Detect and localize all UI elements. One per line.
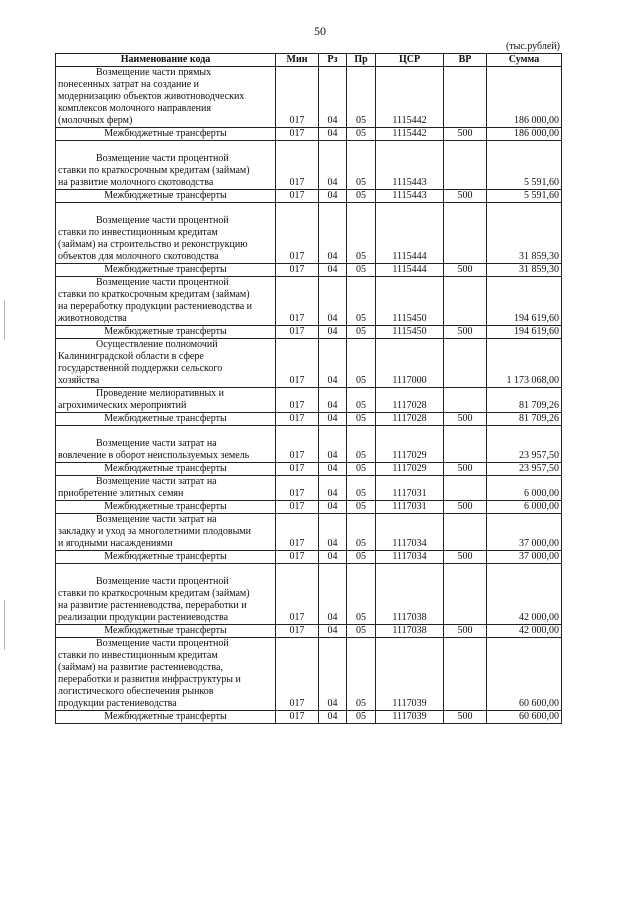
- column-header-rz: Рз: [319, 54, 347, 67]
- budget-table: [55, 53, 562, 724]
- table-row: [56, 67, 562, 128]
- name-line: (займам) на развитие растениеводства,: [58, 662, 223, 673]
- cell-name: [56, 203, 276, 264]
- cell-rz: 04: [319, 501, 347, 514]
- cell-pr: 05: [347, 277, 376, 326]
- table-row-transfer: [56, 326, 562, 339]
- cell-sum: 60 600,00: [487, 711, 562, 724]
- cell-rz: 04: [319, 277, 347, 326]
- cell-csr: 1117031: [376, 476, 444, 501]
- cell-vr: 500: [444, 264, 487, 277]
- name-line: [58, 564, 273, 576]
- cell-vr: [444, 277, 487, 326]
- cell-pr: 05: [347, 426, 376, 463]
- table-row-transfer: [56, 413, 562, 426]
- name-line: Межбюджетные трансферты: [104, 625, 227, 636]
- cell-rz: 04: [319, 190, 347, 203]
- name-line: Межбюджетные трансферты: [104, 190, 227, 201]
- cell-min: 017: [276, 514, 319, 551]
- cell-sum: 6 000,00: [487, 476, 562, 501]
- cell-sum: 5 591,60: [487, 190, 562, 203]
- cell-csr: 1115442: [376, 67, 444, 128]
- cell-min: 017: [276, 426, 319, 463]
- cell-name: [56, 501, 276, 514]
- name-line: Межбюджетные трансферты: [104, 326, 227, 337]
- binding-mark: [4, 600, 5, 650]
- cell-csr: 1117000: [376, 339, 444, 388]
- cell-pr: 05: [347, 413, 376, 426]
- cell-vr: 500: [444, 625, 487, 638]
- cell-min: 017: [276, 339, 319, 388]
- cell-rz: 04: [319, 264, 347, 277]
- name-line: животноводства: [58, 313, 127, 324]
- cell-pr: 05: [347, 551, 376, 564]
- cell-min: 017: [276, 264, 319, 277]
- name-line: Межбюджетные трансферты: [104, 551, 227, 562]
- name-line: объектов для молочного скотоводства: [58, 251, 219, 262]
- cell-csr: 1115443: [376, 141, 444, 190]
- table-row: [56, 339, 562, 388]
- cell-vr: 500: [444, 551, 487, 564]
- cell-name: [56, 638, 276, 711]
- cell-sum: 194 619,60: [487, 326, 562, 339]
- cell-vr: [444, 203, 487, 264]
- cell-csr: 1117038: [376, 625, 444, 638]
- cell-csr: 1115450: [376, 326, 444, 339]
- cell-vr: 500: [444, 326, 487, 339]
- cell-csr: 1117038: [376, 564, 444, 625]
- cell-pr: 05: [347, 463, 376, 476]
- cell-min: 017: [276, 326, 319, 339]
- column-header-vr: ВР: [444, 54, 487, 67]
- cell-csr: 1117029: [376, 463, 444, 476]
- cell-rz: 04: [319, 128, 347, 141]
- cell-rz: 04: [319, 426, 347, 463]
- cell-sum: 1 173 068,00: [487, 339, 562, 388]
- cell-sum: 194 619,60: [487, 277, 562, 326]
- name-line: понесенных затрат на создание и: [58, 79, 200, 90]
- name-line: Проведение мелиоративных и: [96, 388, 225, 399]
- cell-csr: 1115450: [376, 277, 444, 326]
- table-body: [56, 67, 562, 724]
- cell-rz: 04: [319, 203, 347, 264]
- cell-rz: 04: [319, 339, 347, 388]
- table-row-transfer: [56, 711, 562, 724]
- name-line: Возмещение части процентной: [96, 277, 229, 288]
- column-header-min: Мин: [276, 54, 319, 67]
- cell-name: [56, 67, 276, 128]
- name-line: логистического обеспечения рынков: [58, 686, 214, 697]
- cell-vr: 500: [444, 501, 487, 514]
- cell-pr: 05: [347, 625, 376, 638]
- cell-rz: 04: [319, 711, 347, 724]
- name-line: модернизацию объектов животноводческих: [58, 91, 245, 102]
- cell-pr: 05: [347, 326, 376, 339]
- name-line: комплексов молочного направления: [58, 103, 211, 114]
- cell-vr: [444, 514, 487, 551]
- column-header-pr: Пр: [347, 54, 376, 67]
- name-line: Возмещение части затрат на: [96, 438, 217, 449]
- cell-csr: 1115444: [376, 203, 444, 264]
- cell-vr: [444, 564, 487, 625]
- name-line: Осуществление полномочий: [96, 339, 218, 350]
- page-number: 50: [314, 24, 326, 38]
- cell-rz: 04: [319, 388, 347, 413]
- cell-pr: 05: [347, 190, 376, 203]
- cell-vr: 500: [444, 128, 487, 141]
- table-row-transfer: [56, 463, 562, 476]
- cell-rz: 04: [319, 564, 347, 625]
- cell-csr: 1117039: [376, 711, 444, 724]
- cell-min: 017: [276, 413, 319, 426]
- cell-csr: 1115444: [376, 264, 444, 277]
- cell-name: [56, 264, 276, 277]
- name-line: Межбюджетные трансферты: [104, 711, 227, 722]
- cell-sum: 37 000,00: [487, 514, 562, 551]
- cell-pr: 05: [347, 339, 376, 388]
- cell-sum: 31 859,30: [487, 203, 562, 264]
- cell-csr: 1115442: [376, 128, 444, 141]
- column-header-csr: ЦСР: [376, 54, 444, 67]
- cell-min: 017: [276, 277, 319, 326]
- name-line: на развитие растениеводства, переработки и: [58, 600, 247, 611]
- cell-sum: 37 000,00: [487, 551, 562, 564]
- cell-rz: 04: [319, 551, 347, 564]
- cell-vr: [444, 638, 487, 711]
- cell-min: 017: [276, 67, 319, 128]
- name-line: и ягодными насаждениями: [58, 538, 173, 549]
- name-line: ставки по краткосрочным кредитам (займам): [58, 165, 250, 176]
- unit-note: (тыс.рублей): [505, 41, 560, 52]
- cell-vr: [444, 339, 487, 388]
- table-row: [56, 141, 562, 190]
- cell-vr: 500: [444, 711, 487, 724]
- cell-name: [56, 551, 276, 564]
- cell-pr: 05: [347, 141, 376, 190]
- cell-sum: 31 859,30: [487, 264, 562, 277]
- name-line: на переработку продукции растениеводства и: [58, 301, 253, 312]
- table-row: [56, 638, 562, 711]
- cell-min: 017: [276, 625, 319, 638]
- cell-pr: 05: [347, 203, 376, 264]
- cell-vr: [444, 141, 487, 190]
- cell-pr: 05: [347, 476, 376, 501]
- cell-rz: 04: [319, 463, 347, 476]
- name-line: государственной поддержки сельского: [58, 363, 223, 374]
- table-row: [56, 426, 562, 463]
- name-line: Возмещение части процентной: [96, 215, 229, 226]
- column-header-name: Наименование кода: [56, 54, 276, 67]
- binding-mark: [4, 300, 5, 340]
- cell-sum: 23 957,50: [487, 426, 562, 463]
- name-line: закладку и уход за многолетними плодовыми: [58, 526, 251, 537]
- name-line: агрохимических мероприятий: [58, 400, 187, 411]
- table-row-transfer: [56, 128, 562, 141]
- cell-min: 017: [276, 501, 319, 514]
- table-row: [56, 514, 562, 551]
- cell-min: 017: [276, 564, 319, 625]
- name-line: Возмещение части процентной: [96, 576, 229, 587]
- cell-name: [56, 326, 276, 339]
- cell-name: [56, 463, 276, 476]
- cell-vr: 500: [444, 190, 487, 203]
- cell-rz: 04: [319, 476, 347, 501]
- cell-csr: 1117039: [376, 638, 444, 711]
- table-row: [56, 277, 562, 326]
- cell-csr: 1117028: [376, 388, 444, 413]
- name-line: вовлечение в оборот неиспользуемых земель: [58, 450, 250, 461]
- cell-vr: [444, 476, 487, 501]
- cell-min: 017: [276, 128, 319, 141]
- name-line: хозяйства: [58, 375, 100, 386]
- cell-sum: 42 000,00: [487, 564, 562, 625]
- cell-vr: 500: [444, 413, 487, 426]
- cell-pr: 05: [347, 711, 376, 724]
- cell-name: [56, 625, 276, 638]
- cell-min: 017: [276, 190, 319, 203]
- table-header-row: [56, 54, 562, 67]
- table-row-transfer: [56, 264, 562, 277]
- cell-rz: 04: [319, 413, 347, 426]
- cell-sum: 5 591,60: [487, 141, 562, 190]
- column-header-sum: Сумма: [487, 54, 562, 67]
- name-line: ставки по инвестиционным кредитам: [58, 227, 218, 238]
- cell-min: 017: [276, 203, 319, 264]
- name-line: Возмещение части прямых: [96, 67, 212, 78]
- table-row: [56, 564, 562, 625]
- name-line: реализации продукции растениеводства: [58, 612, 229, 623]
- cell-sum: 186 000,00: [487, 67, 562, 128]
- cell-sum: 6 000,00: [487, 501, 562, 514]
- cell-vr: [444, 67, 487, 128]
- cell-csr: 1117034: [376, 514, 444, 551]
- cell-name: [56, 476, 276, 501]
- name-line: Возмещение части затрат на: [96, 476, 217, 487]
- cell-rz: 04: [319, 326, 347, 339]
- cell-min: 017: [276, 388, 319, 413]
- cell-name: [56, 277, 276, 326]
- cell-vr: [444, 426, 487, 463]
- name-line: (молочных ферм): [58, 115, 133, 126]
- cell-csr: 1115443: [376, 190, 444, 203]
- cell-csr: 1117031: [376, 501, 444, 514]
- table-row-transfer: [56, 625, 562, 638]
- name-line: [58, 141, 273, 153]
- cell-vr: [444, 388, 487, 413]
- name-line: Возмещение части затрат на: [96, 514, 217, 525]
- name-line: Межбюджетные трансферты: [104, 264, 227, 275]
- cell-name: [56, 711, 276, 724]
- cell-name: [56, 426, 276, 463]
- name-line: [58, 203, 273, 215]
- cell-pr: 05: [347, 67, 376, 128]
- cell-pr: 05: [347, 564, 376, 625]
- table-row-transfer: [56, 190, 562, 203]
- name-line: приобретение элитных семян: [58, 488, 184, 499]
- name-line: продукции растениеводства: [58, 698, 177, 709]
- cell-sum: 186 000,00: [487, 128, 562, 141]
- table-row: [56, 476, 562, 501]
- cell-pr: 05: [347, 388, 376, 413]
- cell-rz: 04: [319, 514, 347, 551]
- cell-name: [56, 514, 276, 551]
- cell-csr: 1117034: [376, 551, 444, 564]
- name-line: [58, 426, 273, 438]
- name-line: Межбюджетные трансферты: [104, 413, 227, 424]
- table-row-transfer: [56, 551, 562, 564]
- name-line: переработки и развития инфраструктуры и: [58, 674, 241, 685]
- table-row: [56, 203, 562, 264]
- table-row: [56, 388, 562, 413]
- cell-rz: 04: [319, 625, 347, 638]
- cell-name: [56, 339, 276, 388]
- name-line: ставки по инвестиционным кредитам: [58, 650, 218, 661]
- cell-sum: 23 957,50: [487, 463, 562, 476]
- cell-min: 017: [276, 141, 319, 190]
- cell-name: [56, 141, 276, 190]
- name-line: Межбюджетные трансферты: [104, 501, 227, 512]
- table-row-transfer: [56, 501, 562, 514]
- name-line: Межбюджетные трансферты: [104, 128, 227, 139]
- name-line: Возмещение части процентной: [96, 153, 229, 164]
- cell-name: [56, 190, 276, 203]
- cell-name: [56, 388, 276, 413]
- cell-name: [56, 564, 276, 625]
- cell-min: 017: [276, 638, 319, 711]
- cell-sum: 81 709,26: [487, 413, 562, 426]
- cell-rz: 04: [319, 141, 347, 190]
- name-line: Калининградской области в сфере: [58, 351, 204, 362]
- cell-csr: 1117029: [376, 426, 444, 463]
- name-line: ставки по краткосрочным кредитам (займам): [58, 289, 250, 300]
- cell-csr: 1117028: [376, 413, 444, 426]
- name-line: Возмещение части процентной: [96, 638, 229, 649]
- cell-min: 017: [276, 711, 319, 724]
- cell-rz: 04: [319, 638, 347, 711]
- name-line: ставки по краткосрочным кредитам (займам): [58, 588, 250, 599]
- cell-min: 017: [276, 463, 319, 476]
- name-line: Межбюджетные трансферты: [104, 463, 227, 474]
- cell-min: 017: [276, 551, 319, 564]
- cell-rz: 04: [319, 67, 347, 128]
- cell-sum: 81 709,26: [487, 388, 562, 413]
- cell-pr: 05: [347, 264, 376, 277]
- cell-name: [56, 413, 276, 426]
- cell-pr: 05: [347, 128, 376, 141]
- cell-name: [56, 128, 276, 141]
- cell-sum: 60 600,00: [487, 638, 562, 711]
- cell-sum: 42 000,00: [487, 625, 562, 638]
- cell-min: 017: [276, 476, 319, 501]
- cell-vr: 500: [444, 463, 487, 476]
- name-line: на развитие молочного скотоводства: [58, 177, 214, 188]
- name-line: (займам) на строительство и реконструкцию: [58, 239, 248, 250]
- cell-pr: 05: [347, 638, 376, 711]
- cell-pr: 05: [347, 514, 376, 551]
- cell-pr: 05: [347, 501, 376, 514]
